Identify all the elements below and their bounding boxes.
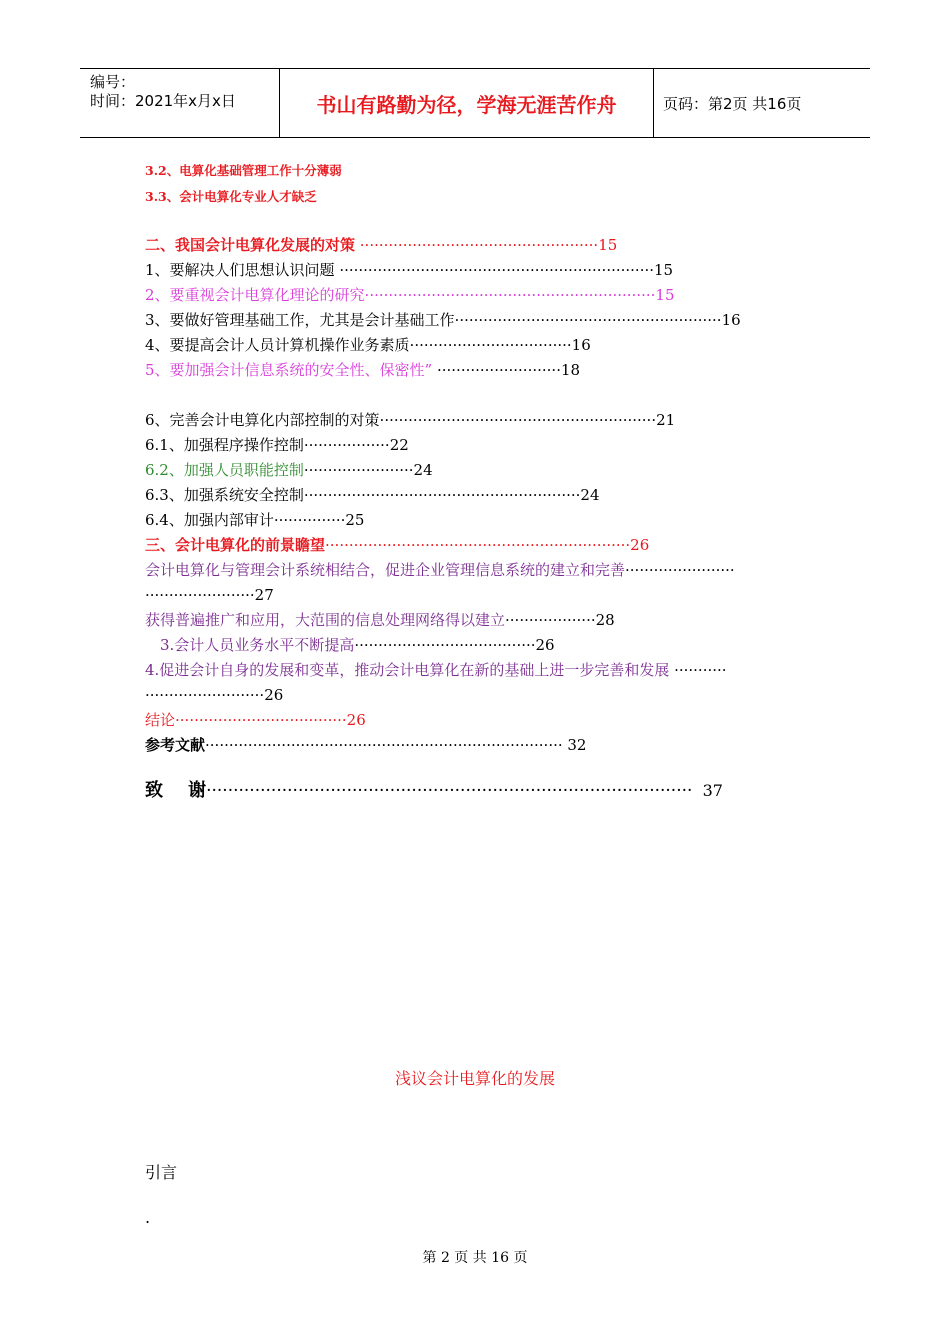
header-meta bbox=[80, 69, 280, 137]
page-header bbox=[80, 68, 870, 138]
period-mark: . bbox=[145, 1208, 151, 1227]
toc-item[interactable]: 6.4、加强内部审计···············25 bbox=[145, 511, 365, 529]
toc-item[interactable]: 获得普遍推广和应用，大范围的信息处理网络得以建立···················28 bbox=[145, 611, 615, 629]
toc-item[interactable]: 3.会计人员业务水平不断提高······································26 bbox=[160, 636, 555, 654]
toc-item[interactable]: 5、要加强会计信息系统的安全性、保密性” ··························18 bbox=[145, 361, 581, 379]
header-page-label: 页码：第2页 共16页 bbox=[663, 94, 802, 113]
toc-item[interactable]: 4.促进会计自身的发展和变革，推动会计电算化在新的基础上进一步完善和发展 ··········· bbox=[145, 661, 727, 679]
toc-item[interactable]: 4、要提高会计人员计算机操作业务素质··································16 bbox=[145, 336, 591, 354]
header-motto: 书山有路勤为径，学海无涯苦作舟 bbox=[280, 69, 654, 137]
toc-item[interactable]: 2、要重视会计电算化理论的研究·····························································15 bbox=[145, 286, 675, 304]
number-label: 编号： bbox=[90, 73, 136, 91]
toc-item[interactable]: 结论····································26 bbox=[145, 711, 366, 729]
intro-heading: 引言 bbox=[145, 1163, 178, 1182]
toc-item[interactable]: 6.2、加强人员职能控制·······················24 bbox=[145, 461, 433, 479]
toc-item[interactable]: 三、会计电算化的前景瞻望································································26 bbox=[145, 536, 650, 554]
toc-item[interactable]: 致 谢·························································································· 37 bbox=[145, 780, 723, 801]
toc-item[interactable]: 3、要做好管理基础工作，尤其是会计基础工作························································16 bbox=[145, 311, 741, 329]
toc-item[interactable]: ·························26 bbox=[145, 686, 284, 704]
toc-item[interactable]: 会计电算化与管理会计系统相结合，促进企业管理信息系统的建立和完善······················· bbox=[145, 561, 735, 579]
toc-item[interactable]: ·······················27 bbox=[145, 586, 274, 604]
article-title: 浅议会计电算化的发展 bbox=[394, 1069, 555, 1088]
time-label: 时间：2021年x月x日 bbox=[90, 92, 236, 110]
toc-item[interactable]: 6、完善会计电算化内部控制的对策··························································21 bbox=[145, 411, 676, 429]
toc-item[interactable]: 3.3、会计电算化专业人才缺乏 bbox=[145, 189, 317, 204]
page-footer: 第 2 页 共 16 页 bbox=[422, 1250, 528, 1266]
toc-item[interactable]: 6.1、加强程序操作控制··················22 bbox=[145, 436, 409, 454]
toc-item[interactable]: 参考文献··········································································· 32 bbox=[145, 736, 587, 754]
toc-item[interactable]: 二、我国会计电算化发展的对策 ··················································15 bbox=[145, 236, 618, 254]
toc-item[interactable]: 6.3、加强系统安全控制··························································24 bbox=[145, 486, 600, 504]
toc-item[interactable]: 3.2、电算化基础管理工作十分薄弱 bbox=[145, 163, 342, 178]
toc-item[interactable]: 1、要解决人们思想认识问题 ··································································15 bbox=[145, 261, 674, 279]
